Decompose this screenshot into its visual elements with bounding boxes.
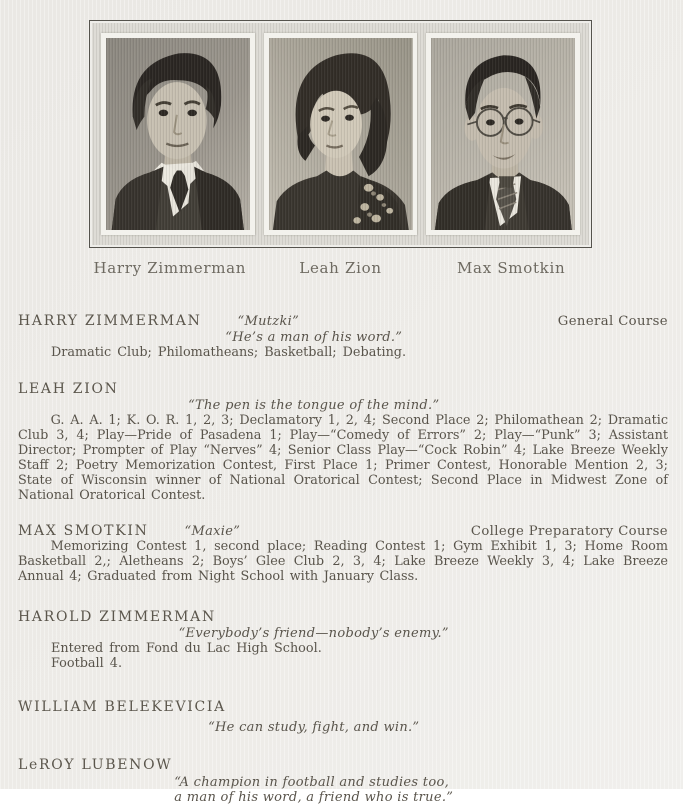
entry-head bbox=[18, 610, 668, 625]
student-activities: Memorizing Contest 1, second place; Reading Contest 1; Gym Exhibit 1, 3; Home Room Basketball 2,; Aletheans 2; Boys’ Glee Club 2, 3, 4; Lake Breeze Weekly 3, 4; Lake Breeze Annual 4; Graduated from Night School with January Class. bbox=[18, 539, 668, 584]
student-quote: “The pen is the tongue of the mind.” bbox=[188, 398, 440, 413]
entry-head bbox=[18, 524, 668, 539]
student-course: General Course bbox=[557, 314, 668, 329]
portrait-leah-zion-image bbox=[269, 38, 413, 230]
student-activities: G. A. A. 1; K. O. R. 1, 2, 3; Declamatory 1, 2, 4; Second Place 2; Philomathean 2; Dramatic Club 3, 4; Play—Pride of Pasadena 1; Play—“Comedy of Errors” 2; Play—“Punk” 3; Assistant Director; Prompter of Play “Nerves” 4; Senior Class Play—“Cock Robin” 4; Lake Breeze Weekly Staff 2; Poetry Memorization Contest, First Place 1; Primer Contest, Honorable Mention 2, 3; State of Wisconsin winner of National Oratorical Contest; Second Place in Midwest Zone of National Oratorical Contest. bbox=[18, 413, 668, 503]
entry-harold-zimmerman bbox=[18, 610, 668, 671]
photo-panel bbox=[89, 20, 592, 248]
portrait-harry-zimmerman-image bbox=[106, 38, 250, 230]
caption-max-smotkin: Max Smotkin bbox=[457, 259, 566, 277]
student-quote: “Everybody’s friend—nobody’s enemy.” bbox=[178, 626, 449, 641]
portrait-leah-zion bbox=[269, 38, 413, 230]
student-course: College Preparatory Course bbox=[470, 524, 668, 539]
entry-max-smotkin bbox=[18, 524, 668, 584]
entry-william-belekevicia bbox=[18, 700, 668, 735]
entries-section bbox=[18, 300, 668, 805]
entry-head bbox=[18, 382, 668, 397]
student-activities: Dramatic Club; Philomatheans; Basketball; Debating. bbox=[51, 345, 407, 360]
student-name: LEAH ZION bbox=[18, 381, 119, 397]
entry-leroy-lubenow bbox=[18, 758, 668, 805]
photo-captions-row bbox=[89, 259, 592, 277]
entry-harry-zimmerman bbox=[18, 314, 668, 360]
photo-frame-max-smotkin bbox=[426, 33, 580, 235]
caption-harry-zimmerman: Harry Zimmerman bbox=[93, 259, 247, 277]
quote-line: “A champion in football and studies too, bbox=[174, 775, 450, 790]
student-name: HARRY ZIMMERMAN bbox=[18, 313, 202, 329]
student-activities: Entered from Fond du Lac High School. bbox=[51, 641, 322, 656]
student-nickname: “Maxie” bbox=[184, 524, 241, 539]
portrait-harry-zimmerman bbox=[106, 38, 250, 230]
student-quote: “He’s a man of his word.” bbox=[225, 330, 403, 345]
portrait-max-smotkin bbox=[431, 38, 575, 230]
caption-leah-zion: Leah Zion bbox=[299, 259, 382, 277]
portrait-max-smotkin-image bbox=[431, 38, 575, 230]
student-quote-lines bbox=[174, 775, 453, 805]
student-name: HAROLD ZIMMERMAN bbox=[18, 609, 216, 625]
entry-head bbox=[18, 314, 668, 329]
student-activities: Football 4. bbox=[51, 656, 123, 671]
entry-head bbox=[18, 758, 668, 773]
student-name: LeROY LUBENOW bbox=[18, 757, 173, 773]
student-nickname: “Mutzki” bbox=[237, 314, 300, 329]
student-name: MAX SMOTKIN bbox=[18, 523, 149, 539]
photo-frame-leah-zion bbox=[264, 33, 418, 235]
entry-head bbox=[18, 700, 668, 715]
quote-line: a man of his word, a friend who is true.” bbox=[174, 790, 454, 805]
photo-frame-harry-zimmerman bbox=[101, 33, 255, 235]
student-name: WILLIAM BELEKEVICIA bbox=[18, 699, 226, 715]
student-quote bbox=[18, 775, 610, 805]
student-quote: “He can study, fight, and win.” bbox=[208, 720, 420, 735]
entry-leah-zion bbox=[18, 382, 668, 503]
